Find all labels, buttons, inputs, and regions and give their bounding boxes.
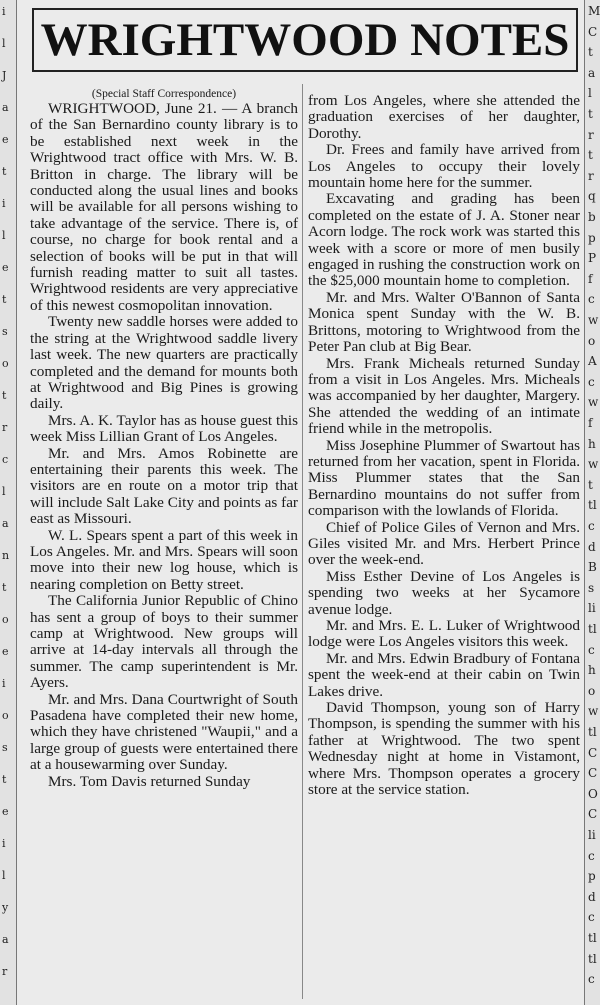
strip-fragment: w bbox=[588, 457, 599, 472]
strip-fragment: l bbox=[2, 869, 6, 882]
strip-fragment: tl bbox=[588, 931, 597, 945]
strip-fragment: t bbox=[588, 107, 593, 121]
strip-fragment: o bbox=[2, 613, 9, 626]
headline: WRIGHTWOOD NOTES bbox=[40, 14, 570, 66]
strip-fragment: q bbox=[588, 189, 596, 204]
strip-fragment: t bbox=[2, 293, 7, 306]
strip-fragment: c bbox=[588, 519, 595, 533]
strip-fragment: tl bbox=[588, 725, 597, 739]
strip-fragment: C bbox=[588, 24, 598, 39]
strip-fragment: A bbox=[588, 354, 597, 369]
strip-fragment: i bbox=[2, 677, 6, 690]
paragraph: Miss Josephine Plummer of Swartout has returned from her vacation, spent in Florida. Miss Plummer states that the San Bernardino mountains do not suffer from comparison with the lowlands of Florida. bbox=[308, 436, 580, 520]
strip-fragment: n bbox=[2, 549, 10, 562]
paragraph: David Thompson, young son of Harry Thompson, is spending the summer with his father at Wrightwood. The two spent Wednesday night at home in Vistamont, where Mrs. Thompson operates a grocery store at the service station. bbox=[308, 699, 580, 799]
byline: (Special Staff Correspondence) bbox=[91, 88, 237, 100]
strip-fragment: s bbox=[2, 325, 8, 338]
strip-fragment: C bbox=[588, 745, 598, 760]
strip-fragment: h bbox=[588, 436, 596, 451]
strip-fragment: e bbox=[2, 805, 9, 818]
strip-fragment: tl bbox=[588, 622, 597, 636]
paragraph: Mr. and Mrs. Amos Robinette are entertaining their parents this week. The visitors are en route on a motor trip that will include Salt Lake City and points as far east as Missouri. bbox=[30, 444, 298, 528]
adjacent-column-right-edge bbox=[584, 0, 600, 1005]
article-column-2 bbox=[308, 93, 580, 798]
strip-fragment: t bbox=[588, 45, 593, 60]
paragraph: Mr. and Mrs. E. L. Luker of Wrightwood lodge were Los Angeles visitors this week. bbox=[308, 617, 580, 651]
strip-fragment: b bbox=[588, 210, 596, 224]
strip-fragment: s bbox=[588, 580, 595, 595]
strip-fragment: l bbox=[588, 86, 592, 101]
paragraph: Mr. and Mrs. Edwin Bradbury of Fontana spent the week-end at their cabin on Twin Lakes drive. bbox=[308, 649, 580, 700]
strip-fragment: t bbox=[2, 165, 7, 178]
paragraph: Twenty new saddle horses were added to the string at the Wrightwood saddle livery last week. The new quarters are practically completed and the demand for mounts both at Wrightwood and Big Pines is growing daily. bbox=[30, 313, 298, 413]
strip-fragment: c bbox=[588, 374, 595, 389]
strip-fragment: l bbox=[2, 229, 6, 242]
strip-fragment: t bbox=[2, 581, 7, 594]
strip-fragment: r bbox=[588, 127, 594, 142]
strip-fragment: r bbox=[588, 168, 594, 183]
strip-fragment: w bbox=[588, 704, 599, 719]
column-divider bbox=[302, 84, 303, 999]
strip-fragment: t bbox=[2, 389, 7, 402]
strip-fragment: p bbox=[588, 230, 596, 245]
strip-fragment: B bbox=[588, 560, 597, 575]
paragraph: from Los Angeles, where she attended the graduation exercises of her daughter, Dorothy. bbox=[308, 92, 580, 142]
strip-fragment: e bbox=[2, 133, 9, 146]
strip-fragment: t bbox=[2, 773, 7, 786]
strip-fragment: d bbox=[588, 539, 596, 554]
strip-fragment: tl bbox=[588, 498, 597, 513]
paragraph: Dr. Frees and family have arrived from Los Angeles to occupy their lovely mountain home here for the summer. bbox=[308, 141, 580, 192]
strip-fragment: C bbox=[588, 766, 598, 781]
paragraph: Mrs. A. K. Taylor has as house guest this week Miss Lillian Grant of Los Angeles. bbox=[30, 411, 298, 446]
strip-fragment: li bbox=[588, 828, 596, 842]
strip-fragment: li bbox=[588, 601, 596, 616]
paragraph: Mr. and Mrs. Dana Courtwright of South Pasadena have completed their new home, which they have christened "Waupii," and a large group of guests were entertained there at a housewarming over Sunday. bbox=[30, 690, 298, 774]
strip-fragment: O bbox=[588, 786, 598, 801]
strip-fragment: o bbox=[2, 357, 9, 370]
paragraph: Mrs. Frank Micheals returned Sunday from a visit in Los Angeles. Mrs. Micheals was accompanied by her daughter, Margery. She attended the wedding of an intimate friend while in the metropolis. bbox=[308, 354, 580, 438]
strip-fragment: tl bbox=[588, 951, 597, 966]
strip-fragment: M bbox=[588, 4, 600, 18]
strip-fragment: i bbox=[2, 197, 6, 210]
strip-fragment: c bbox=[588, 642, 595, 657]
paragraph: Miss Esther Devine of Los Angeles is spending two weeks at her Sycamore avenue lodge. bbox=[308, 567, 580, 618]
strip-fragment: o bbox=[588, 333, 596, 348]
paragraph: W. L. Spears spent a part of this week in Los Angeles. Mr. and Mrs. Spears will soon move into their new log house, which is nearing completion on Betty street. bbox=[30, 526, 298, 593]
strip-fragment: y bbox=[2, 901, 9, 914]
strip-fragment: c bbox=[588, 848, 595, 863]
strip-fragment: o bbox=[588, 683, 596, 698]
paragraph: The California Junior Republic of Chino has sent a group of boys to their summer camp at Wrightwood. New groups will arrive at 14-day intervals all through the summer. The camp superintendent is Mr. Ayers. bbox=[30, 592, 298, 692]
strip-fragment: C bbox=[588, 807, 598, 822]
strip-fragment: s bbox=[2, 741, 8, 754]
strip-fragment: P bbox=[588, 251, 597, 266]
adjacent-column-left-edge bbox=[0, 0, 17, 1005]
strip-fragment: r bbox=[2, 421, 8, 434]
strip-fragment: a bbox=[2, 933, 9, 946]
strip-fragment: l bbox=[2, 485, 6, 498]
strip-fragment: i bbox=[2, 5, 6, 18]
strip-fragment: J bbox=[2, 69, 7, 82]
strip-fragment: h bbox=[588, 663, 596, 678]
strip-fragment: a bbox=[588, 65, 596, 80]
strip-fragment: c bbox=[588, 972, 595, 987]
strip-fragment: f bbox=[588, 271, 593, 286]
strip-fragment: c bbox=[588, 292, 595, 307]
strip-fragment: d bbox=[588, 889, 596, 904]
strip-fragment: l bbox=[2, 37, 6, 50]
strip-fragment: w bbox=[588, 395, 599, 410]
strip-fragment: a bbox=[2, 517, 9, 530]
paragraph: Chief of Police Giles of Vernon and Mrs. Giles visited Mr. and Mrs. Herbert Prince over the week-end. bbox=[308, 518, 580, 569]
strip-fragment: f bbox=[588, 416, 593, 430]
strip-fragment: e bbox=[2, 645, 9, 658]
paragraph: Mr. and Mrs. Walter O'Bannon of Santa Monica spent Sunday with the W. B. Brittons, motoring to Wrightwood from the Peter Pan club at Big Bear. bbox=[308, 288, 580, 356]
paragraph: WRIGHTWOOD, June 21. — A branch of the San Bernardino county library is to be established next week in the Wrightwood tract office with Mrs. W. B. Britton in charge. The library will be conducted along the usual lines and books will be available for all persons wishing to take advantage of the service. There is, of course, no charge for book rental and a selection of books will be put in that will furnish reading matter to suit all tastes. Wrightwood residents are very appreciative of this newest cosmopolitan innovation. bbox=[30, 100, 298, 314]
strip-fragment: a bbox=[2, 101, 9, 114]
strip-fragment: o bbox=[2, 709, 9, 722]
strip-fragment: w bbox=[588, 313, 599, 327]
strip-fragment: t bbox=[588, 148, 593, 163]
paragraph: Mrs. Tom Davis returned Sunday bbox=[48, 772, 251, 790]
strip-fragment: e bbox=[2, 261, 9, 274]
strip-fragment: i bbox=[2, 837, 6, 850]
article-column-1 bbox=[30, 88, 298, 790]
strip-fragment: t bbox=[588, 477, 593, 492]
paragraph: Excavating and grading has been completed on the estate of J. A. Stoner near Acorn lodge. The rock work was started this week with a score or more of men busily engaged in rushing the construction work on the $25,000 mountain home to completion. bbox=[308, 190, 580, 290]
strip-fragment: p bbox=[588, 869, 596, 884]
strip-fragment: c bbox=[2, 453, 9, 466]
strip-fragment: r bbox=[2, 965, 8, 978]
headline-box bbox=[32, 8, 578, 72]
strip-fragment: c bbox=[588, 910, 595, 925]
